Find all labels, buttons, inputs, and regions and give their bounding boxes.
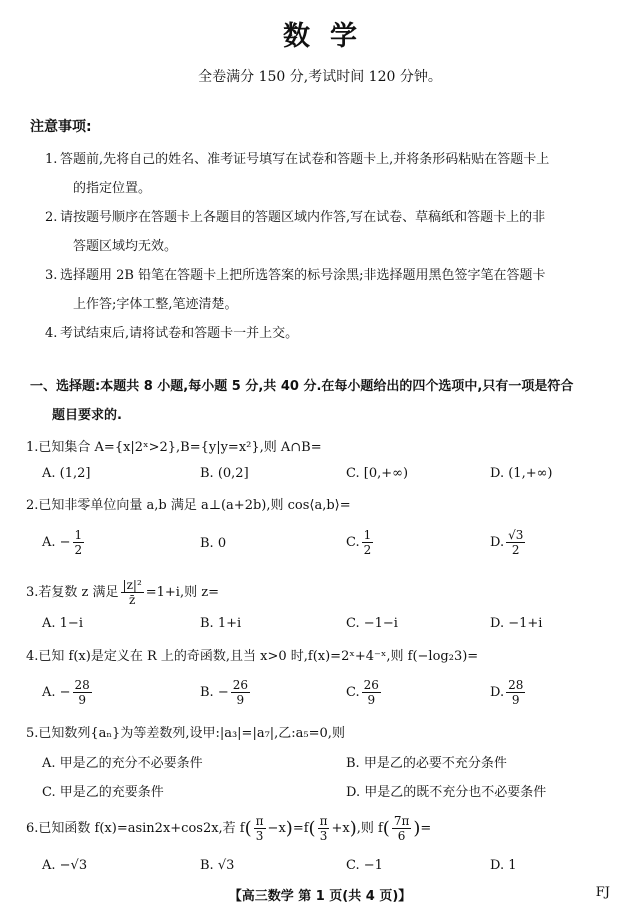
question-count: 8	[143, 379, 153, 394]
notice-item	[45, 319, 615, 348]
notice-number: 1.	[45, 152, 58, 167]
points-each: 5	[231, 379, 241, 394]
option-d	[490, 678, 527, 707]
question-1-stem: 1.已知集合 A={x|2ˣ>2},B={y|y=x²},则 A∩B=	[26, 440, 322, 455]
notice-text: 考试结束后,请将试卷和答题卡一并上交。	[60, 326, 299, 341]
page-title: 数学	[283, 21, 377, 52]
paren-open: (	[382, 818, 390, 839]
section-text: 小题,每小题	[152, 379, 232, 394]
option-d	[490, 528, 527, 557]
fraction	[231, 678, 250, 707]
notice-number: 2.	[45, 210, 58, 225]
option-c: C. −1	[346, 858, 383, 873]
paren-close: )	[413, 818, 421, 839]
option-c: C. −1−i	[346, 616, 398, 631]
section-text: 分,共	[240, 379, 281, 394]
option-d: D. 甲是乙的既不充分也不必要条件	[346, 785, 547, 800]
notice-item	[45, 203, 615, 261]
fraction	[362, 678, 381, 707]
numerator: 1	[74, 528, 83, 542]
option-label: A. −	[42, 685, 71, 700]
paren-open: (	[308, 818, 316, 839]
fraction	[73, 528, 85, 557]
notice-number: 4.	[45, 326, 58, 341]
fraction	[392, 814, 412, 843]
points-total: 40	[280, 379, 299, 394]
option-d: D. (1,+∞)	[490, 466, 553, 481]
notice-item	[45, 261, 615, 319]
option-a: A. 甲是乙的充分不必要条件	[42, 756, 203, 771]
fraction	[362, 528, 374, 557]
option-label: D.	[490, 535, 505, 550]
numerator: π	[255, 814, 264, 828]
stem-text: =f	[292, 821, 309, 836]
option-c: C. 甲是乙的充要条件	[42, 785, 164, 800]
fraction	[506, 528, 525, 557]
option-c	[346, 528, 375, 557]
option-a	[42, 678, 94, 707]
question-5-stem: 5.已知数列{aₙ}为等差数列,设甲:|a₃|=|a₇|,乙:a₅=0,则	[26, 726, 345, 741]
section-heading	[30, 372, 620, 430]
exam-info: 全卷满分 150 分,考试时间 120 分钟。	[198, 69, 442, 85]
paren-close: )	[285, 818, 293, 839]
option-a: A. 1−i	[42, 616, 83, 631]
denominator: 2	[363, 543, 372, 557]
option-d: D. 1	[490, 858, 517, 873]
option-label: D.	[490, 685, 505, 700]
stem-text: =	[420, 821, 432, 836]
notice-text: 请按题号顺序在答题卡上各题目的答题区域内作答,写在试卷、草稿纸和答题卡上的非	[60, 210, 546, 225]
option-c	[346, 678, 383, 707]
option-label: C.	[346, 685, 360, 700]
denominator: 3	[255, 829, 264, 843]
numerator: π	[319, 814, 328, 828]
option-b: B. √3	[200, 858, 235, 873]
option-label: A. −	[42, 535, 71, 550]
notice-text: 选择题用 2B 铅笔在答题卡上把所选答案的标号涂黑;非选择题用黑色签字笔在答题卡	[60, 268, 546, 283]
numerator: 7π	[393, 814, 410, 828]
option-label: C.	[346, 535, 360, 550]
option-a	[42, 528, 86, 557]
denominator: 9	[367, 693, 376, 707]
numerator: 26	[232, 678, 248, 692]
denominator: 9	[511, 693, 520, 707]
question-2-stem: 2.已知非零单位向量 a,b 满足 a⊥(a+2b),则 cos⟨a,b⟩=	[26, 498, 351, 513]
stem-text: ,则 f	[356, 821, 383, 836]
stem-text: =1+i,则 z=	[145, 585, 219, 600]
option-b: B. 甲是乙的必要不充分条件	[346, 756, 507, 771]
option-a: A. (1,2]	[42, 466, 91, 481]
section-text-cont: 题目要求的.	[52, 408, 122, 423]
stem-text: 3.若复数 z 满足	[26, 585, 119, 600]
stem-text: +x	[331, 821, 350, 836]
numerator: 1	[363, 528, 372, 542]
notice-item	[45, 145, 615, 203]
footer-text: 【高三数学 第 1 页(共 4 页)】	[228, 889, 412, 904]
stem-text: −x	[267, 821, 286, 836]
numerator: 28	[508, 678, 524, 692]
denominator: 9	[236, 693, 245, 707]
section-text: 分.在每小题给出的四个选项中,只有一项是符合	[298, 379, 574, 394]
notice-heading: 注意事项:	[30, 119, 92, 135]
option-label: B. −	[200, 685, 229, 700]
option-b: B. 0	[200, 536, 227, 551]
question-6-stem	[26, 814, 616, 843]
paren-open: (	[244, 818, 252, 839]
page-footer	[0, 885, 640, 904]
question-4-stem: 4.已知 f(x)是定义在 R 上的奇函数,且当 x>0 时,f(x)=2ˣ+4⁻ˣ,则 f(−log₂3)=	[26, 649, 479, 664]
denominator: 2	[74, 543, 83, 557]
fraction	[73, 678, 92, 707]
stem-text: 6.已知函数 f(x)=asin2x+cos2x,若 f	[26, 821, 245, 836]
question-3-stem	[26, 578, 616, 607]
notice-text-cont: 的指定位置。	[73, 181, 152, 196]
denominator: 9	[78, 693, 86, 707]
option-b: B. 1+i	[200, 616, 242, 631]
fraction	[121, 578, 144, 607]
fraction	[254, 814, 266, 843]
notice-list	[0, 145, 640, 348]
denominator: 2	[511, 543, 520, 557]
option-d: D. −1+i	[490, 616, 543, 631]
notice-text-cont: 答题区域均无效。	[73, 239, 178, 254]
paren-close: )	[349, 818, 357, 839]
option-a: A. −√3	[42, 858, 88, 873]
numerator: √3	[508, 528, 524, 542]
section-prefix: 一、选择题:	[30, 379, 101, 394]
notice-number: 3.	[45, 268, 58, 283]
numerator: 26	[363, 678, 379, 692]
section-text: 本题共	[100, 379, 144, 394]
denominator: 6	[397, 829, 406, 843]
numerator: 28	[74, 678, 90, 692]
paper-code: FJ	[595, 885, 610, 900]
option-b	[200, 678, 252, 707]
option-b: B. (0,2]	[200, 466, 249, 481]
fraction	[506, 678, 525, 707]
notice-text: 答题前,先将自己的姓名、准考证号填写在试卷和答题卡上,并将条形码粘贴在答题卡上	[60, 152, 550, 167]
option-c: C. [0,+∞)	[346, 466, 409, 481]
denominator: z̄	[128, 593, 136, 607]
numerator: |z|²	[122, 578, 142, 592]
notice-text-cont: 上作答;字体工整,笔迹清楚。	[73, 297, 238, 312]
fraction	[318, 814, 330, 843]
denominator: 3	[319, 829, 328, 843]
